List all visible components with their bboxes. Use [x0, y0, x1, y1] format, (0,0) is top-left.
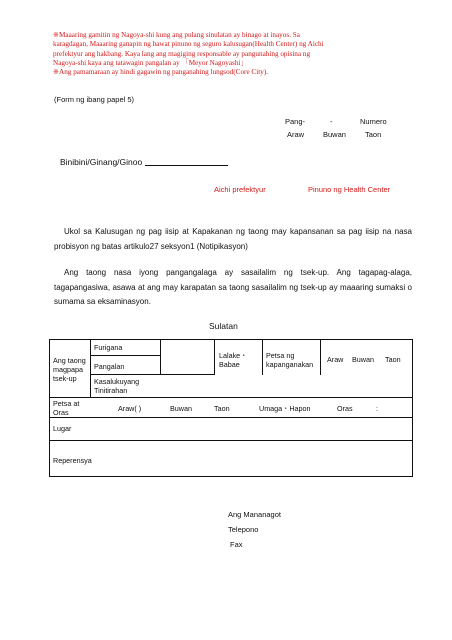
birth-buwan: Buwan	[352, 355, 374, 364]
petsa-oras-label-1: Petsa at	[53, 399, 80, 408]
date-buwan: Buwan	[323, 130, 346, 139]
aichi-prefecture: Aichi prefektyur	[214, 185, 266, 194]
petsa-oras-label-2: Oras	[53, 408, 69, 417]
table-line	[90, 339, 91, 398]
table-line	[49, 417, 413, 418]
reperensya-label: Reperensya	[53, 456, 92, 465]
table-line	[49, 440, 413, 441]
date-numero: Numero	[360, 117, 387, 126]
paragraph-checkup: Ang taong nasa iyong pangangalaga ay sasailalim ng tsek-up. Ang tagapag-alaga, tagapangasiwa, asawa at ang may karapatan sa taong sasailalim ng tsek-up ay maaaring sumaksi o sumama sa eksaminasyon.	[54, 268, 412, 306]
notice-line-4: Nagoya-shi kaya ang tatawagin pangalan ay 「Meyor Nagoyashi」	[53, 58, 248, 67]
table-line	[90, 374, 214, 375]
telepono-label: Telepono	[228, 525, 259, 534]
table-line	[49, 339, 50, 477]
addressee: Binibini/Ginang/Ginoo	[60, 157, 143, 167]
notice-line-2: karagdagan, Maaaring ganapin ng bawat pinuno ng seguro kalusugan(Health Center) ng Aichi	[53, 40, 324, 49]
lugar-label: Lugar	[53, 424, 72, 433]
notice-line-5: ※Ang pamamaraan ay hindi gagawin ng panganahing lungsod(Core City).	[53, 68, 269, 77]
subject-label-line1: Ang taong	[53, 356, 86, 365]
date-dash: -	[330, 117, 333, 126]
health-center-head: Pinuno ng Health Center	[308, 185, 391, 194]
section-title: Sulatan	[209, 321, 238, 331]
table-line	[49, 397, 413, 398]
subject-label-line3: tsek-up	[53, 374, 77, 383]
gender-label-2: Babae	[219, 360, 240, 369]
form-label: (Form ng ibang papel 5)	[54, 95, 135, 104]
table-line	[90, 355, 160, 356]
date-araw: Araw	[287, 130, 305, 139]
dt-taon: Taon	[214, 404, 230, 413]
table-line	[262, 339, 263, 375]
date-taon: Taon	[365, 130, 382, 139]
birth-araw: Araw	[327, 355, 344, 364]
fax-label: Fax	[230, 540, 243, 549]
table-line	[214, 339, 215, 375]
addressee-underline	[145, 165, 228, 166]
date-pang: Pang-	[285, 117, 306, 126]
kasalukuyang-label-2: Tinitirahan	[94, 386, 128, 395]
table-line	[160, 339, 161, 375]
table-line	[49, 476, 413, 477]
red-notice	[53, 31, 409, 77]
dt-umaga-hapon: Umaga・Hapon	[259, 404, 311, 413]
furigana-label: Furigana	[94, 343, 123, 352]
birthdate-label-2: kapanganakan	[266, 360, 314, 369]
table-line	[320, 339, 321, 375]
kasalukuyang-label-1: Kasalukuyang	[94, 377, 140, 386]
birth-taon: Taon	[385, 355, 401, 364]
subject-label-line2: magpapa	[53, 365, 83, 374]
dt-buwan: Buwan	[170, 404, 192, 413]
paragraph-notification: Ukol sa Kalusugan ng pag iisip at Kapakanan ng taong may kapansanan sa pag iisip na nasa probisyon ng batas artikulo27 seksyon1 (Notipikasyon)	[54, 227, 412, 251]
dt-araw: Araw( )	[118, 404, 142, 413]
dt-colon: :	[376, 404, 378, 413]
table-line	[49, 339, 413, 340]
manager-label: Ang Mananagot	[228, 510, 281, 519]
table-line	[90, 417, 91, 418]
notice-line-1: ※Maaaring gamitin ng Nagoya-shi kung ang pulang sinulatan ay binago at inayos. Sa	[53, 31, 300, 39]
table-line	[412, 339, 413, 477]
birthdate-label-1: Petsa ng	[266, 351, 295, 360]
gender-label-1: Lalake・	[219, 351, 248, 360]
dt-oras: Oras	[337, 404, 353, 413]
pangalan-label: Pangalan	[94, 362, 125, 371]
notice-line-3: prefektyur ang hakbang. Kaya lang ang magiging responsable ay pangunahing opisina ng	[53, 49, 311, 58]
